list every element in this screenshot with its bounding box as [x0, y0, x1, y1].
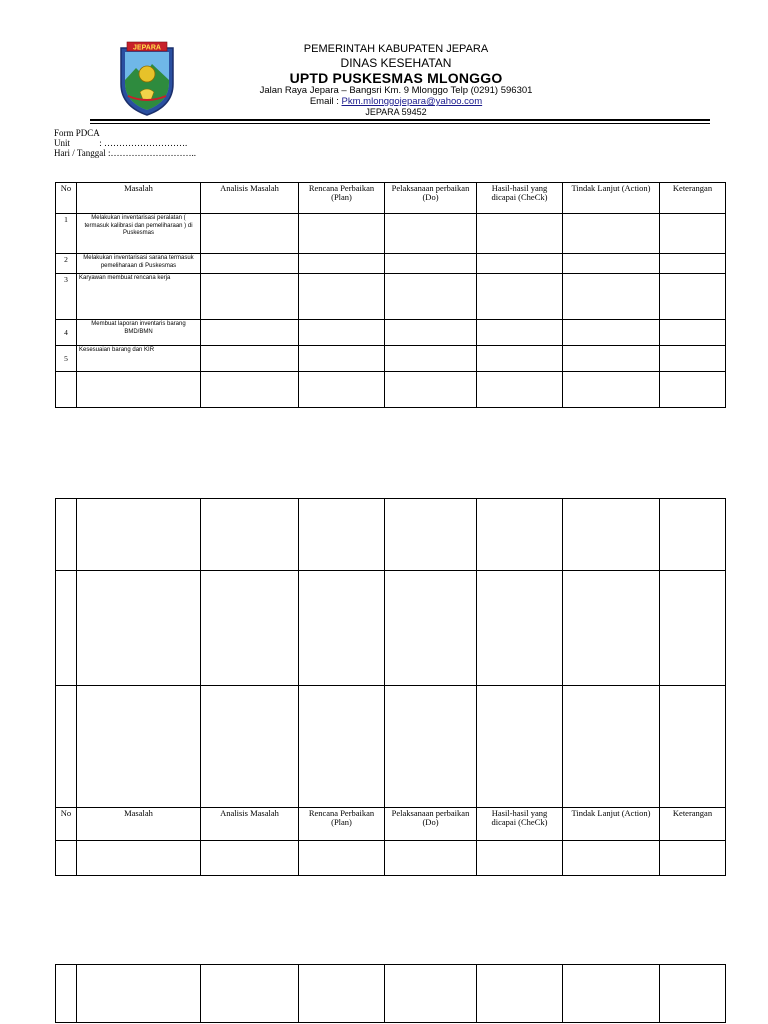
cell-analisis[interactable] [201, 686, 299, 808]
cell-rencana[interactable] [299, 320, 385, 346]
cell-hasil[interactable] [477, 214, 563, 254]
col-pelaksanaan: Pelaksanaan perbaikan (Do) [385, 183, 477, 214]
table-header-row [56, 808, 726, 841]
row-masalah[interactable]: Melakukan inventarisasi peralatan ( termasuk kalibrasi dan pemeliharaan ) di Puskesmas [77, 214, 201, 254]
form-meta [54, 128, 196, 158]
cell-hasil[interactable] [477, 372, 563, 408]
cell-keterangan[interactable] [660, 346, 726, 372]
cell-tindak[interactable] [563, 571, 660, 686]
cell-tindak[interactable] [563, 274, 660, 320]
row-masalah[interactable] [77, 965, 201, 1023]
table-row [56, 254, 726, 274]
cell-tindak[interactable] [563, 499, 660, 571]
table-row [56, 214, 726, 254]
cell-hasil[interactable] [477, 571, 563, 686]
table-row [56, 320, 726, 346]
row-no [56, 571, 77, 686]
pdca-table-3 [55, 964, 726, 1023]
cell-keterangan[interactable] [660, 571, 726, 686]
cell-keterangan[interactable] [660, 214, 726, 254]
cell-hasil[interactable] [477, 274, 563, 320]
row-no: 5 [56, 346, 77, 372]
table-row [56, 686, 726, 808]
cell-keterangan[interactable] [660, 499, 726, 571]
header-rule-thick [90, 119, 710, 121]
cell-analisis[interactable] [201, 346, 299, 372]
pdca-table-1 [55, 182, 726, 408]
cell-tindak[interactable] [563, 254, 660, 274]
cell-analisis[interactable] [201, 965, 299, 1023]
col-hasil: Hasil-hasil yang dicapai (CheCk) [477, 183, 563, 214]
cell-keterangan[interactable] [660, 254, 726, 274]
form-title: Form PDCA [54, 128, 100, 138]
col-keterangan: Keterangan [660, 183, 726, 214]
cell-rencana[interactable] [299, 571, 385, 686]
row-no: 3 [56, 274, 77, 320]
cell-pelaksanaan[interactable] [385, 320, 477, 346]
table-row [56, 965, 726, 1023]
col-masalah: Masalah [77, 808, 201, 841]
col-keterangan: Keterangan [660, 808, 726, 841]
row-no: 4 [56, 320, 77, 346]
cell-pelaksanaan[interactable] [385, 499, 477, 571]
row-masalah[interactable] [77, 571, 201, 686]
col-tindak: Tindak Lanjut (Action) [563, 183, 660, 214]
cell-pelaksanaan[interactable] [385, 686, 477, 808]
cell-analisis[interactable] [201, 274, 299, 320]
table-header-row [56, 183, 726, 214]
email-line [112, 96, 680, 107]
cell-analisis[interactable] [201, 499, 299, 571]
cell-rencana[interactable] [299, 274, 385, 320]
cell-tindak[interactable] [563, 686, 660, 808]
cell-pelaksanaan[interactable] [385, 841, 477, 876]
cell-keterangan[interactable] [660, 320, 726, 346]
cell-keterangan[interactable] [660, 686, 726, 808]
unit-name: UPTD PUSKESMAS MLONGGO [289, 70, 503, 86]
cell-keterangan[interactable] [660, 841, 726, 876]
row-masalah[interactable] [77, 686, 201, 808]
row-no [56, 841, 77, 876]
logo-text: JEPARA [133, 44, 161, 52]
cell-tindak[interactable] [563, 965, 660, 1023]
cell-analisis[interactable] [201, 214, 299, 254]
cell-rencana[interactable] [299, 254, 385, 274]
header-rule-thin [90, 123, 710, 124]
table-row [56, 499, 726, 571]
row-no: 2 [56, 254, 77, 274]
col-rencana: Rencana Perbaikan (Plan) [299, 808, 385, 841]
col-masalah: Masalah [77, 183, 201, 214]
row-masalah[interactable] [77, 499, 201, 571]
unit-line: Unit : ………………………. [54, 138, 188, 148]
row-masalah[interactable]: Kesesuaian barang dan KIR [77, 346, 201, 372]
cell-rencana[interactable] [299, 686, 385, 808]
cell-pelaksanaan[interactable] [385, 965, 477, 1023]
cell-hasil[interactable] [477, 499, 563, 571]
col-no: No [56, 808, 77, 841]
cell-tindak[interactable] [563, 841, 660, 876]
cell-keterangan[interactable] [660, 372, 726, 408]
pdca-table-2 [55, 498, 726, 876]
cell-analisis[interactable] [201, 841, 299, 876]
table-row [56, 372, 726, 408]
row-masalah[interactable] [77, 372, 201, 408]
col-no: No [56, 183, 77, 214]
cell-keterangan[interactable] [660, 274, 726, 320]
col-analisis: Analisis Masalah [201, 183, 299, 214]
row-masalah[interactable]: Karyawan membuat rencana kerja [77, 274, 201, 320]
row-no [56, 372, 77, 408]
cell-rencana[interactable] [299, 372, 385, 408]
cell-analisis[interactable] [201, 372, 299, 408]
cell-hasil[interactable] [477, 841, 563, 876]
cell-pelaksanaan[interactable] [385, 254, 477, 274]
cell-pelaksanaan[interactable] [385, 274, 477, 320]
cell-pelaksanaan[interactable] [385, 214, 477, 254]
row-no [56, 965, 77, 1023]
cell-tindak[interactable] [563, 320, 660, 346]
row-masalah[interactable]: Membuat laporan inventaris barang BMD/BMN [77, 320, 201, 346]
cell-hasil[interactable] [477, 254, 563, 274]
cell-rencana[interactable] [299, 965, 385, 1023]
table-row [56, 346, 726, 372]
table-row [56, 841, 726, 876]
col-analisis: Analisis Masalah [201, 808, 299, 841]
cell-pelaksanaan[interactable] [385, 571, 477, 686]
cell-tindak[interactable] [563, 214, 660, 254]
address: Jalan Raya Jepara – Bangsri Km. 9 Mlonggo Telp (0291) 596301 [259, 85, 533, 96]
col-rencana: Rencana Perbaikan (Plan) [299, 183, 385, 214]
table-row [56, 274, 726, 320]
col-hasil: Hasil-hasil yang dicapai (CheCk) [477, 808, 563, 841]
gov-name: PEMERINTAH KABUPATEN JEPARA [303, 43, 489, 55]
row-no: 1 [56, 214, 77, 254]
row-masalah[interactable] [77, 841, 201, 876]
cell-hasil[interactable] [477, 346, 563, 372]
city-postal: JEPARA 59452 [365, 107, 427, 117]
cell-pelaksanaan[interactable] [385, 372, 477, 408]
email-link[interactable]: Pkm.mlonggojepara@yahoo.com [341, 96, 483, 107]
email-label: Email : [309, 96, 342, 107]
cell-tindak[interactable] [563, 346, 660, 372]
cell-analisis[interactable] [201, 320, 299, 346]
cell-rencana[interactable] [299, 214, 385, 254]
cell-rencana[interactable] [299, 499, 385, 571]
row-no [56, 499, 77, 571]
cell-keterangan[interactable] [660, 965, 726, 1023]
cell-rencana[interactable] [299, 346, 385, 372]
cell-pelaksanaan[interactable] [385, 346, 477, 372]
row-masalah[interactable]: Melakukan inventarisasi sarana termasuk pemeliharaan di Puskesmas [77, 254, 201, 274]
date-line: Hari / Tanggal :……………………….. [54, 148, 196, 158]
cell-hasil[interactable] [477, 686, 563, 808]
cell-analisis[interactable] [201, 571, 299, 686]
cell-tindak[interactable] [563, 372, 660, 408]
cell-rencana[interactable] [299, 841, 385, 876]
col-tindak: Tindak Lanjut (Action) [563, 808, 660, 841]
col-pelaksanaan: Pelaksanaan perbaikan (Do) [385, 808, 477, 841]
cell-analisis[interactable] [201, 254, 299, 274]
dept-name: DINAS KESEHATAN [340, 56, 452, 70]
cell-hasil[interactable] [477, 320, 563, 346]
row-no [56, 686, 77, 808]
cell-hasil[interactable] [477, 965, 563, 1023]
table-row [56, 571, 726, 686]
